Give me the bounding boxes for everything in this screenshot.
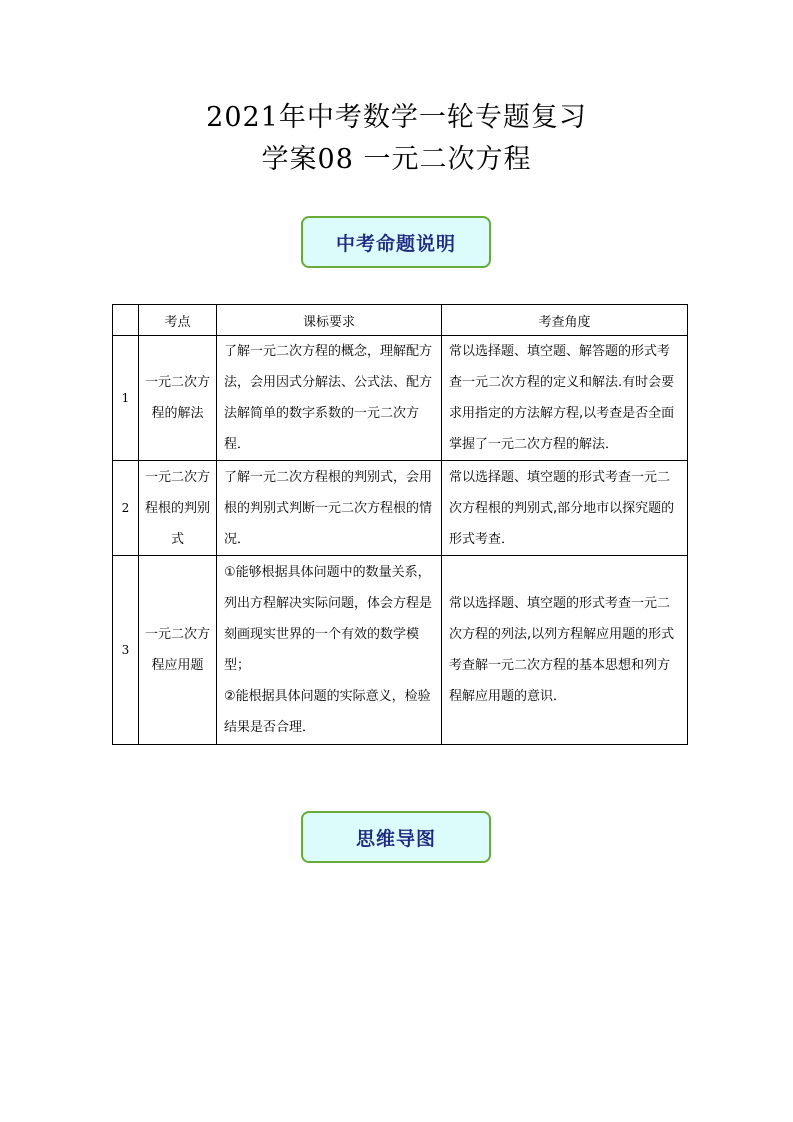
row-topic: 一元二次方程的解法	[139, 336, 217, 461]
row-number: 1	[113, 336, 139, 461]
document-title: 2021年中考数学一轮专题复习	[206, 102, 587, 133]
column-header-requirement: 课标要求	[217, 305, 442, 336]
requirement-item-2: ②能根据具体问题的实际意义，检验结果是否合理．	[224, 689, 431, 735]
row-topic: 一元二次方程根的判别式	[139, 461, 217, 556]
column-header-topic: 考点	[139, 305, 217, 336]
table-row	[113, 461, 688, 556]
row-number: 2	[113, 461, 139, 556]
row-topic: 一元二次方程应用题	[139, 556, 217, 745]
row-angle: 常以选择题、填空题、解答题的形式考查一元二次方程的定义和解法.有时会要求用指定的方法解方程,以考查是否全面掌握了一元二次方程的解法．	[442, 336, 688, 461]
section-badge-exam-notes: 中考命题说明	[301, 216, 491, 268]
document-subtitle: 学案08 一元二次方程	[261, 144, 532, 175]
column-header-index	[113, 305, 139, 336]
section-badge-mind-map: 思维导图	[301, 811, 491, 863]
column-header-angle: 考查角度	[442, 305, 688, 336]
row-angle: 常以选择题、填空题的形式考查一元二次方程根的判别式,部分地市以探究题的形式考查．	[442, 461, 688, 556]
row-requirement: 了解一元二次方程根的判别式，会用根的判别式判断一元二次方程根的情况．	[217, 461, 442, 556]
table-header-row	[113, 305, 688, 336]
requirement-item-1: ①能够根据具体问题中的数量关系，列出方程解决实际问题，体会方程是刻画现实世界的一个有效的数学模型；	[224, 565, 433, 673]
row-angle: 常以选择题、填空题的形式考查一元二次方程的列法,以列方程解应用题的形式考查解一元二次方程的基本思想和列方程解应用题的意识．	[442, 556, 688, 745]
row-number: 3	[113, 556, 139, 745]
row-requirement: 了解一元二次方程的概念，理解配方法，会用因式分解法、公式法、配方法解简单的数字系数的一元二次方程．	[217, 336, 442, 461]
exam-points-table	[112, 304, 688, 745]
row-requirement	[217, 556, 442, 745]
table-row	[113, 556, 688, 745]
table-row	[113, 336, 688, 461]
